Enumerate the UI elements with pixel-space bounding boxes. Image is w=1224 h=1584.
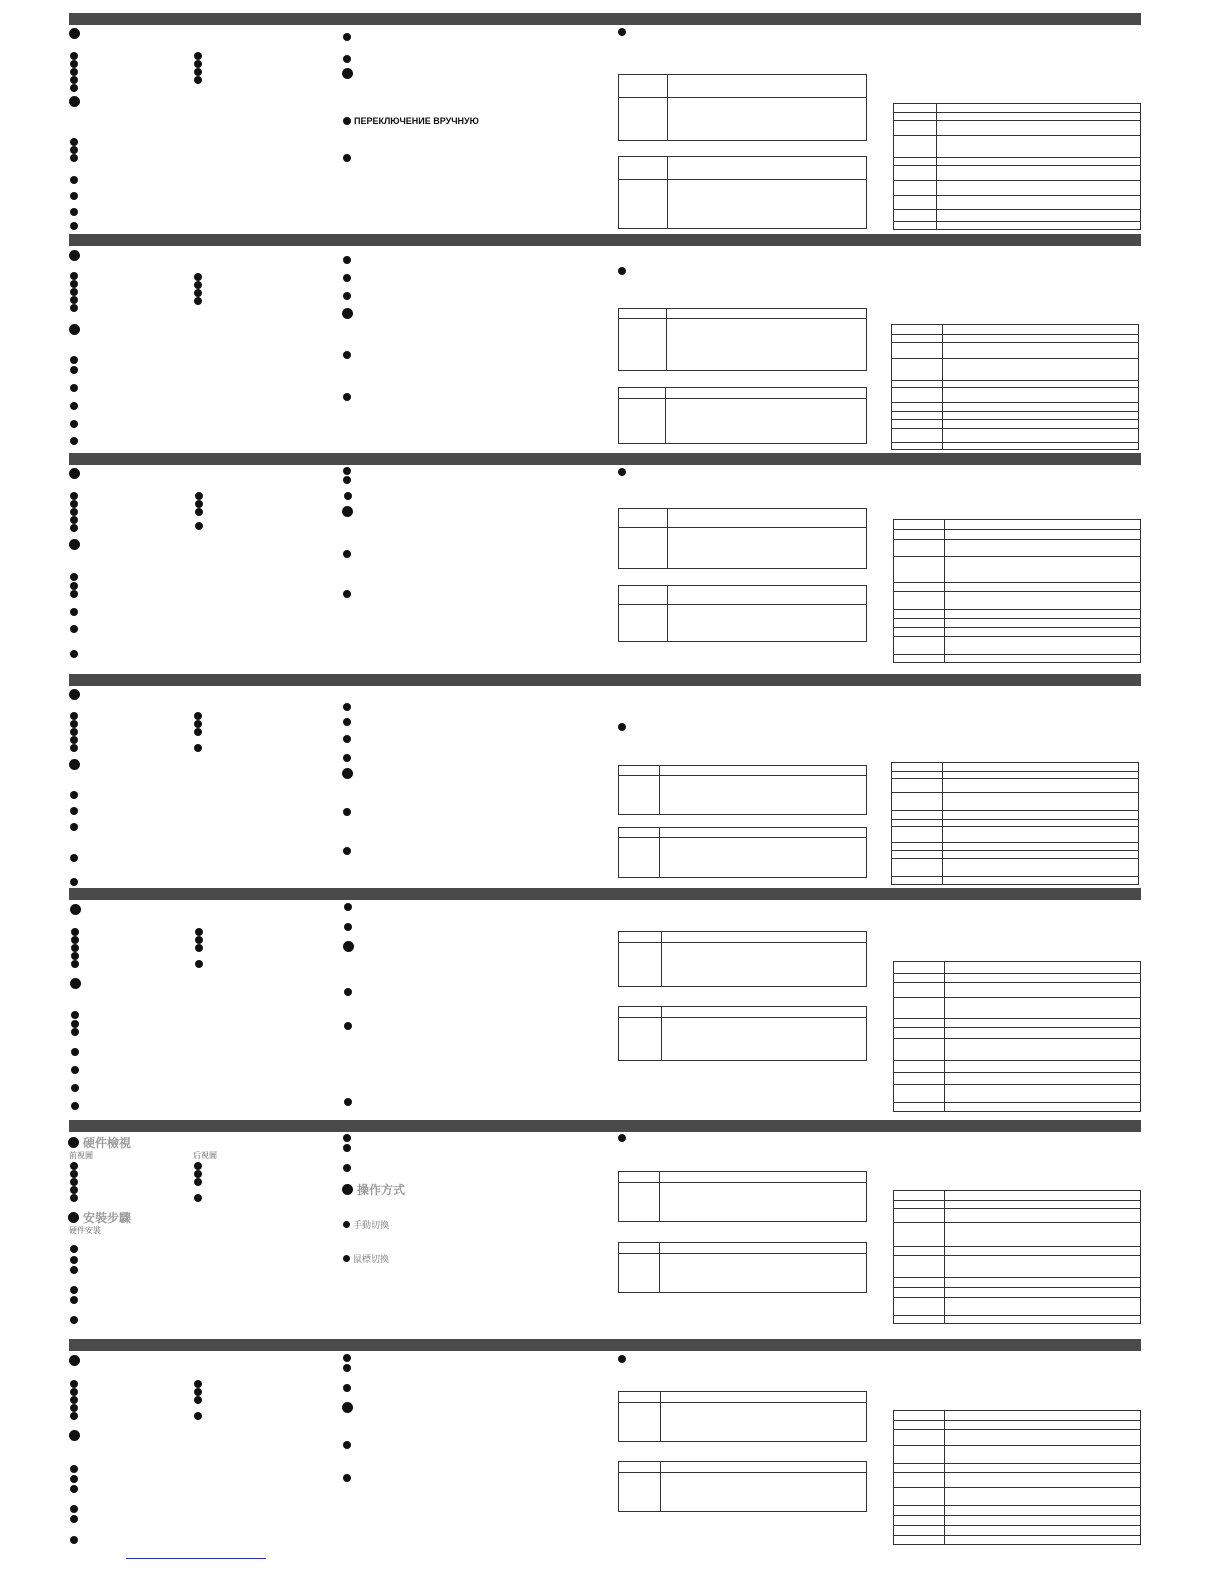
- bullet-icon: [68, 1137, 79, 1148]
- bullet-icon: [618, 1355, 626, 1363]
- bullet-icon: [70, 138, 78, 146]
- section-band-1: [69, 13, 1141, 25]
- bullet-icon: [343, 703, 351, 711]
- bullet-icon: [70, 1412, 78, 1420]
- bullet-icon: [71, 1084, 79, 1092]
- bullet-icon: [343, 117, 351, 125]
- bullet-icon: [195, 944, 203, 952]
- bullet-icon: [70, 176, 78, 184]
- bullet-icon: [71, 1020, 79, 1028]
- bullet-icon: [70, 68, 78, 76]
- bullet-icon: [71, 1011, 79, 1019]
- bullet-icon: [194, 52, 202, 60]
- bullet-icon: [343, 154, 351, 162]
- bullet-icon: [194, 1178, 202, 1186]
- bullet-icon: [344, 492, 352, 500]
- bullet-icon: [344, 903, 352, 911]
- bullet-icon: [70, 1162, 78, 1170]
- section-band-3: [69, 453, 1141, 465]
- bullet-icon: [70, 1286, 78, 1294]
- front-view-label: 前視圖: [69, 1151, 93, 1160]
- bullet-icon: [70, 516, 78, 524]
- bullet-icon: [70, 1266, 78, 1274]
- table: [893, 1190, 1141, 1324]
- bullet-icon: [70, 736, 78, 744]
- bullet-icon: [70, 807, 78, 815]
- bullet-icon: [194, 1170, 202, 1178]
- bullet-icon: [71, 944, 79, 952]
- bullet-icon: [342, 68, 353, 79]
- bullet-icon: [343, 467, 351, 475]
- bullet-icon: [343, 1164, 351, 1172]
- table: [893, 1410, 1141, 1545]
- bullet-icon: [69, 1430, 80, 1441]
- bullet-icon: [343, 256, 351, 264]
- bullet-icon: [194, 68, 202, 76]
- bullet-icon: [70, 192, 78, 200]
- table: [618, 1461, 867, 1512]
- bullet-icon: [70, 791, 78, 799]
- bullet-icon: [343, 718, 351, 726]
- table: [618, 1391, 867, 1442]
- bullet-icon: [70, 573, 78, 581]
- bullet-icon: [343, 808, 351, 816]
- bullet-icon: [70, 76, 78, 84]
- bullet-icon: [69, 759, 80, 770]
- bullet-icon: [71, 928, 79, 936]
- bullet-icon: [70, 146, 78, 154]
- bullet-icon: [194, 728, 202, 736]
- bullet-icon: [69, 28, 80, 39]
- bullet-icon: [194, 297, 202, 305]
- bullet-icon: [69, 96, 80, 107]
- bullet-icon: [194, 273, 202, 281]
- section-band-7: [69, 1339, 1141, 1351]
- bullet-icon: [69, 539, 80, 550]
- bullet-icon: [70, 154, 78, 162]
- bullet-icon: [70, 280, 78, 288]
- bullet-icon: [70, 1388, 78, 1396]
- bullet-icon: [194, 1194, 202, 1202]
- bullet-icon: [70, 1404, 78, 1412]
- bullet-icon: [195, 508, 203, 516]
- bullet-icon: [68, 1212, 79, 1223]
- bullet-icon: [344, 1098, 352, 1106]
- bullet-icon: [194, 60, 202, 68]
- table: [618, 156, 867, 229]
- bullet-icon: [194, 76, 202, 84]
- bullet-icon: [343, 55, 351, 63]
- bullet-icon: [195, 500, 203, 508]
- table: [618, 1242, 867, 1293]
- bullet-icon: [71, 1028, 79, 1036]
- table: [618, 387, 867, 444]
- bullet-icon: [70, 420, 78, 428]
- table: [618, 308, 867, 371]
- bullet-icon: [344, 988, 352, 996]
- table: [891, 762, 1139, 885]
- bullet-icon: [70, 1485, 78, 1493]
- bullet-icon: [194, 1388, 202, 1396]
- bullet-icon: [70, 1475, 78, 1483]
- bullet-icon: [71, 936, 79, 944]
- table: [618, 585, 867, 642]
- bullet-icon: [70, 1296, 78, 1304]
- bullet-icon: [70, 1536, 78, 1544]
- bullet-icon: [343, 33, 351, 41]
- bullet-icon: [343, 590, 351, 598]
- bullet-icon: [70, 84, 78, 92]
- section-band-6: [69, 1120, 1141, 1132]
- bullet-icon: [70, 582, 78, 590]
- bullet-icon: [71, 1102, 79, 1110]
- bullet-icon: [344, 1022, 352, 1030]
- bullet-icon: [69, 468, 80, 479]
- bullet-icon: [71, 952, 79, 960]
- rear-view-label: 后視圖: [193, 1151, 217, 1160]
- bullet-icon: [70, 1465, 78, 1473]
- bullet-icon: [71, 960, 79, 968]
- bullet-icon: [343, 1144, 351, 1152]
- section-band-2: [69, 234, 1141, 246]
- bullet-icon: [70, 402, 78, 410]
- bullet-icon: [70, 1245, 78, 1253]
- bullet-icon: [70, 1186, 78, 1194]
- bullet-icon: [343, 393, 351, 401]
- bullet-icon: [343, 754, 351, 762]
- bullet-icon: [69, 1355, 80, 1366]
- bullet-icon: [70, 492, 78, 500]
- bullet-icon: [342, 308, 353, 319]
- link-underline[interactable]: [126, 1558, 266, 1559]
- bullet-icon: [70, 1256, 78, 1264]
- bullet-icon: [70, 904, 81, 915]
- bullet-icon: [618, 723, 626, 731]
- bullet-icon: [70, 625, 78, 633]
- bullet-icon: [343, 1354, 351, 1362]
- bullet-icon: [194, 281, 202, 289]
- bullet-icon: [194, 1380, 202, 1388]
- bullet-icon: [70, 1380, 78, 1388]
- bullet-icon: [70, 222, 78, 230]
- bullet-icon: [343, 274, 351, 282]
- bullet-icon: [194, 1162, 202, 1170]
- bullet-icon: [343, 1255, 350, 1262]
- bullet-icon: [194, 289, 202, 297]
- bullet-icon: [70, 720, 78, 728]
- bullet-icon: [70, 1505, 78, 1513]
- bullet-icon: [343, 476, 351, 484]
- bullet-icon: [70, 524, 78, 532]
- bullet-icon: [70, 590, 78, 598]
- hardware-overview-heading: 硬件檢視: [68, 1134, 131, 1151]
- bullet-icon: [70, 296, 78, 304]
- bullet-icon: [618, 1134, 626, 1142]
- bullet-icon: [194, 1412, 202, 1420]
- bullet-icon: [342, 506, 353, 517]
- bullet-icon: [343, 1221, 350, 1228]
- bullet-icon: [70, 1396, 78, 1404]
- bullet-icon: [71, 1048, 79, 1056]
- bullet-icon: [195, 928, 203, 936]
- bullet-icon: [195, 492, 203, 500]
- bullet-icon: [618, 468, 626, 476]
- table: [618, 827, 867, 878]
- bullet-icon: [343, 1134, 351, 1142]
- bullet-icon: [70, 728, 78, 736]
- bullet-icon: [70, 437, 78, 445]
- bullet-icon: [195, 936, 203, 944]
- bullet-icon: [342, 1402, 353, 1413]
- bullet-icon: [70, 500, 78, 508]
- manual-switch-heading-ru: ПЕРЕКЛЮЧЕНИЕ ВРУЧНУЮ: [343, 116, 479, 126]
- table: [618, 931, 867, 987]
- bullet-icon: [70, 384, 78, 392]
- bullet-icon: [194, 712, 202, 720]
- table: [893, 103, 1141, 230]
- table: [891, 324, 1139, 450]
- section-band-5: [69, 888, 1141, 900]
- bullet-icon: [70, 366, 78, 374]
- bullet-icon: [70, 60, 78, 68]
- bullet-icon: [70, 52, 78, 60]
- table: [618, 1006, 867, 1061]
- section-band-4: [69, 674, 1141, 686]
- bullet-icon: [343, 292, 351, 300]
- bullet-icon: [344, 923, 352, 931]
- bullet-icon: [342, 1184, 353, 1195]
- bullet-icon: [194, 720, 202, 728]
- bullet-icon: [618, 267, 626, 275]
- bullet-icon: [194, 744, 202, 752]
- table: [618, 765, 867, 815]
- bullet-icon: [69, 250, 80, 261]
- bullet-icon: [343, 735, 351, 743]
- table: [893, 519, 1141, 663]
- bullet-icon: [343, 1384, 351, 1392]
- table: [618, 74, 867, 141]
- bullet-icon: [70, 272, 78, 280]
- bullet-icon: [70, 1515, 78, 1523]
- bullet-icon: [343, 847, 351, 855]
- bullet-icon: [70, 304, 78, 312]
- bullet-icon: [70, 356, 78, 364]
- bullet-icon: [70, 1170, 78, 1178]
- bullet-icon: [70, 508, 78, 516]
- bullet-icon: [70, 650, 78, 658]
- bullet-icon: [343, 1364, 351, 1372]
- bullet-icon: [343, 550, 351, 558]
- bullet-icon: [70, 608, 78, 616]
- bullet-icon: [70, 712, 78, 720]
- bullet-icon: [70, 744, 78, 752]
- bullet-icon: [70, 288, 78, 296]
- bullet-icon: [71, 1066, 79, 1074]
- bullet-icon: [69, 324, 80, 335]
- bullet-icon: [70, 1178, 78, 1186]
- mouse-switch-heading-zh: 鼠標切換: [343, 1252, 389, 1265]
- bullet-icon: [70, 854, 78, 862]
- bullet-icon: [195, 960, 203, 968]
- table: [893, 961, 1141, 1112]
- bullet-icon: [618, 28, 626, 36]
- manual-switch-heading-zh: 手動切換: [343, 1218, 389, 1231]
- hardware-install-label: 硬件安裝: [69, 1226, 101, 1235]
- bullet-icon: [70, 1194, 78, 1202]
- bullet-icon: [343, 1474, 351, 1482]
- bullet-icon: [70, 878, 78, 886]
- install-steps-heading: 安裝步驟: [68, 1209, 131, 1226]
- table: [618, 508, 867, 569]
- bullet-icon: [70, 823, 78, 831]
- table: [618, 1171, 867, 1222]
- bullet-icon: [70, 1316, 78, 1324]
- operation-heading: 操作方式: [342, 1181, 405, 1198]
- bullet-icon: [343, 351, 351, 359]
- bullet-icon: [69, 689, 80, 700]
- bullet-icon: [194, 1396, 202, 1404]
- bullet-icon: [195, 522, 203, 530]
- bullet-icon: [70, 208, 78, 216]
- bullet-icon: [343, 1441, 351, 1449]
- bullet-icon: [70, 978, 81, 989]
- bullet-icon: [343, 941, 354, 952]
- bullet-icon: [342, 768, 353, 779]
